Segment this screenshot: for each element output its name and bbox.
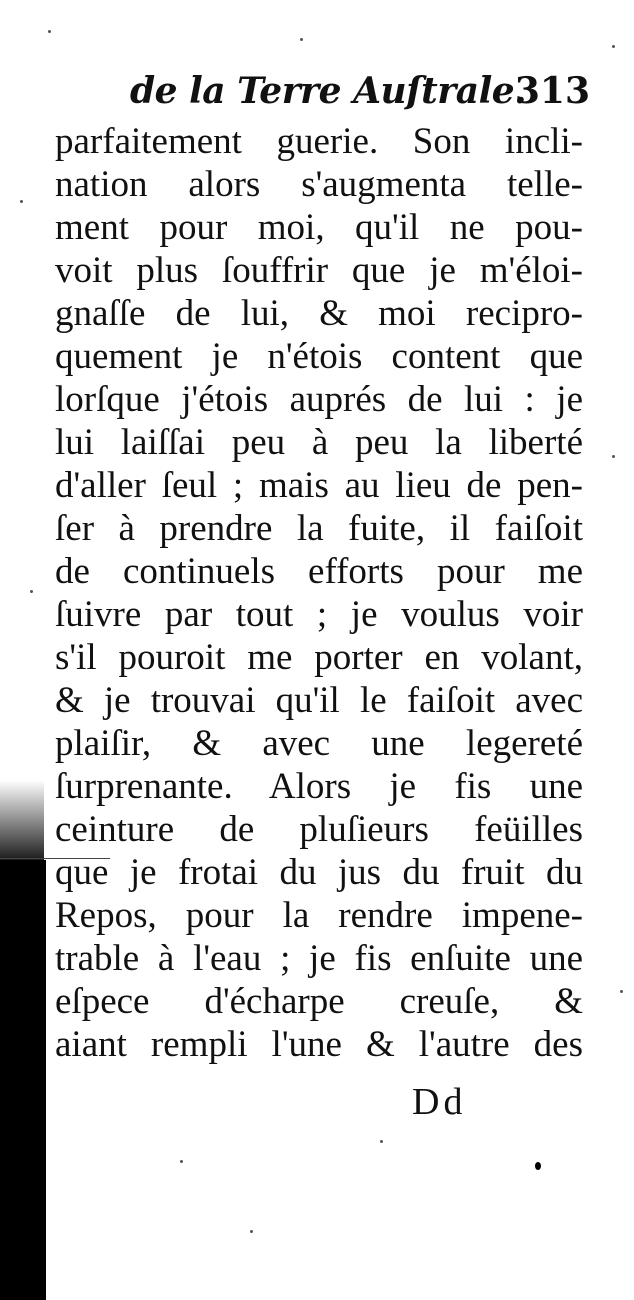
print-speck: [380, 1140, 383, 1143]
text-line: ſurprenante. Alors je fis une: [55, 766, 583, 807]
page-number: 313: [514, 70, 590, 112]
print-speck: [612, 45, 615, 48]
text-line: voit plus ſouffrir que je m'éloi-: [55, 250, 583, 291]
binding-shadow: [0, 860, 46, 1300]
print-speck: [250, 1230, 253, 1233]
print-speck: [48, 30, 51, 33]
text-line: quement je n'étois content que: [55, 336, 583, 377]
text-line: d'aller ſeul ; mais au lieu de pen-: [55, 465, 583, 506]
text-line: ment pour moi, qu'il ne pou-: [55, 207, 583, 248]
print-speck: [620, 990, 623, 993]
binding-shadow-fade: [0, 780, 44, 870]
text-line: que je frotai du jus du fruit du: [55, 852, 583, 893]
print-speck: [180, 1160, 183, 1163]
text-line: lorſque j'étois auprés de lui : je: [55, 379, 583, 420]
print-speck: [30, 590, 33, 593]
text-line: gnaſſe de lui, & moi recipro-: [55, 293, 583, 334]
running-head: de la Terre Auſtrale.: [130, 70, 527, 112]
signature-mark: Dd: [412, 1081, 467, 1123]
text-line: nation alors s'augmenta telle-: [55, 164, 583, 205]
text-line: ceinture de pluſieurs feüilles: [55, 809, 583, 850]
text-line: & je trouvai qu'il le faiſoit avec: [55, 680, 583, 721]
print-speck: [612, 455, 615, 458]
print-speck: [300, 38, 303, 41]
text-line: ſer à prendre la fuite, il faiſoit: [55, 508, 583, 549]
text-line: trable à l'eau ; je fis enſuite une: [55, 938, 583, 979]
text-line: parfaitement guerie. Son incli-: [55, 121, 583, 162]
text-line: aiant rempli l'une & l'autre des: [55, 1024, 583, 1065]
print-speck: [20, 200, 23, 203]
text-line: Repos, pour la rendre impene-: [55, 895, 583, 936]
text-line: lui laiſſai peu à peu la liberté: [55, 422, 583, 463]
ink-blot: [535, 1162, 541, 1170]
page-header: [130, 70, 590, 120]
text-line: s'il pouroit me porter en volant,: [55, 637, 583, 678]
text-line: plaiſir, & avec une legereté: [55, 723, 583, 764]
text-line: de continuels efforts pour me: [55, 551, 583, 592]
text-line: eſpece d'écharpe creuſe, &: [55, 981, 583, 1022]
text-line: ſuivre par tout ; je voulus voir: [55, 594, 583, 635]
body-text: [55, 120, 583, 1066]
